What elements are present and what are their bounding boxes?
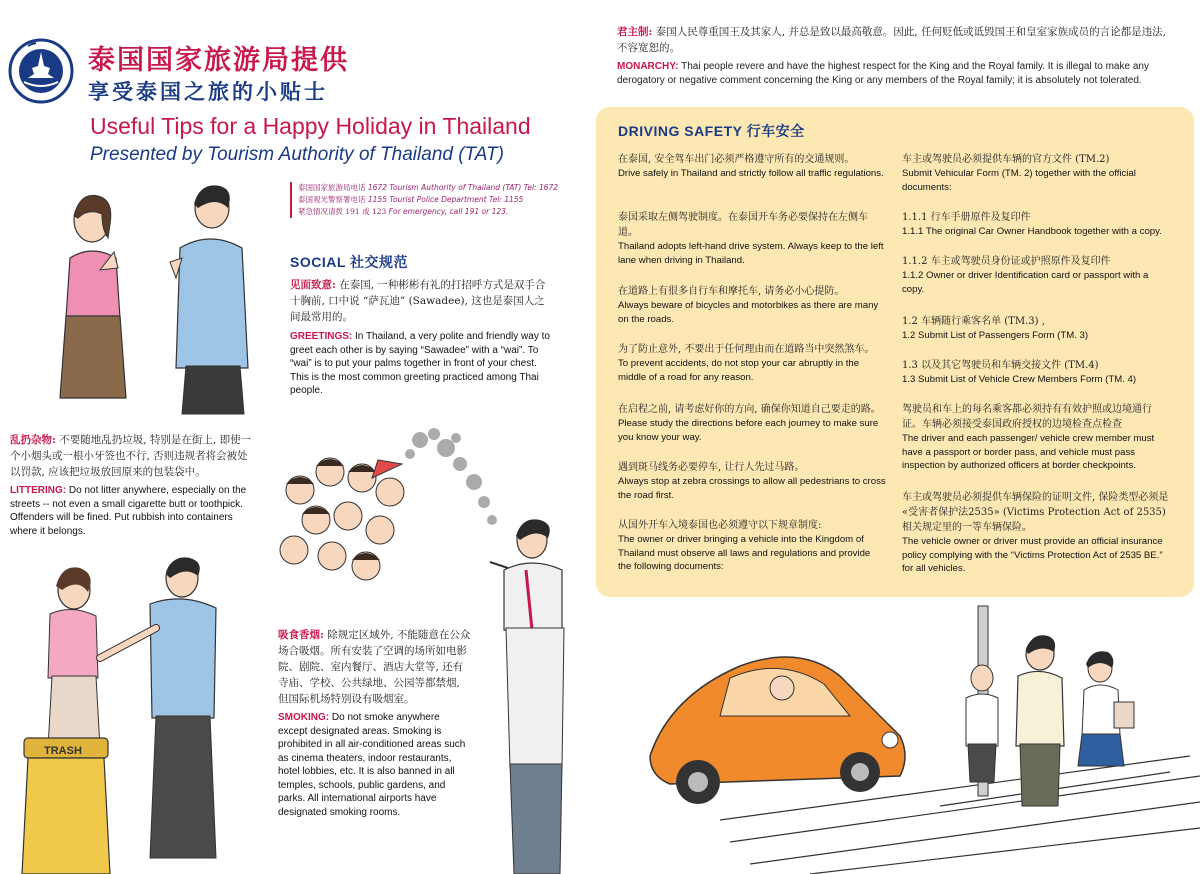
phone-line-emergency: 紧急情况请拨 191 或 123 For emergency, call 191 or 123. — [298, 207, 509, 216]
greeting-illustration — [30, 178, 280, 418]
driving-tip-1: 在泰国, 安全驾车出门必须严格遵守所有的交通规则。 Drive safely in Thailand and strictly follow all traffic regulations. — [618, 154, 884, 179]
monarchy-en: MONARCHY: Thai people revere and have the highest respect for the King and the Royal family. It is illegal to make any derogatory or negative comment concerning the King or any members of the Royal family; it is absolutely not tolerated. — [617, 61, 1149, 86]
driving-tip-4: 为了防止意外, 不要出于任何理由而在道路当中突然煞车。 To prevent accidents, do not stop your car abruptly in the middle of a road for any reason. — [618, 344, 875, 383]
smoking-illustration — [270, 420, 570, 630]
border-passport-rule: 驾驶员和车上的每名乘客都必须持有有效护照或边境通行证。车辆必须接受泰国政府授权的边境检查点检查 The driver and each passenger/ vehicle crew member must have a passport or border pass, and vehicle must pass inspection by authorized officers at border checkpoints. — [902, 404, 1155, 471]
document-item-1-3: 1.3 以及其它驾驶员和车辆交接文件 (TM.4) 1.3 Submit List of Vehicle Crew Members Form (TM. 4) — [902, 360, 1137, 385]
phone-line-tat: 泰国国家旅游局电话 1672 Tourism Authority of Thailand (TAT) Tel: 1672 — [298, 183, 559, 192]
title-en: Useful Tips for a Happy Holiday in Thailand — [90, 113, 531, 139]
insurance-rule: 车主或驾驶员必须提供车辆保险的证明文件, 保险类型必须是 «受害者保护法2535» (Victims Protection Act of 2535) 相关规定里的一等车辆保险。 The vehicle owner or driver must provide an official insurance policy complying with the “Victims Protection Act of 2535 BE.” for all vehicles. — [902, 492, 1169, 574]
subtitle-en: Presented by Tourism Authority of Thailand (TAT) — [90, 144, 504, 165]
monarchy-cn: 君主制: 泰国人民尊重国王及其家人, 并总是致以最高敬意。因此, 任何贬低或诋毁国王和皇室家族成员的言论都是违法, 不容宽恕的。 — [617, 26, 1166, 54]
greeting-cn: 见面致意: 在泰国, 一种彬彬有礼的打招呼方式是双手合十胸前, 口中说 “萨瓦迪” (Sawadee), 这也是泰国人之间最常用的。 — [290, 279, 546, 323]
document-item-1-1-2: 1.1.2 车主或驾驶员身份证或护照原件及复印件 1.1.2 Owner or driver Identification card or passport with a copy. — [902, 256, 1149, 295]
smoker-legs — [500, 628, 570, 874]
tat-logo-icon — [8, 38, 74, 104]
greeting-en: GREETINGS: In Thailand, a very polite and friendly way to greet each other is by saying “Sawadee” with a “wai”. To “wai” is to put your palms together in front of your chest. This is the most common greeting practiced among Thai people. — [290, 331, 550, 396]
driving-tip-5: 在启程之前, 请考虑好你的方向, 确保你知道自己要走的路。 Please study the directions before each journey to make sure you know your way. — [618, 404, 881, 443]
document-item-1-1-1: 1.1.1 行车手册原件及复印件 1.1.1 The original Car Owner Handbook together with a copy. — [902, 212, 1162, 237]
zebra-crossing-illustration — [610, 606, 1200, 874]
driving-safety-heading: DRIVING SAFETY 行车安全 — [618, 123, 805, 140]
smoking-en: SMOKING: Do not smoke anywhere except designated areas. Smoking is prohibited in all air-conditioned areas such as cinema theaters, indoor restaurants, hotel lobbies, etc. It is also banned in all temples, schools, public gardens, and parks. All international airports have designated smoking rooms. — [278, 712, 466, 818]
driving-tip-3: 在道路上有很多自行车和摩托车, 请务必小心提防。 Always beware of bicycles and motorbikes as there are many on the roads. — [618, 286, 879, 325]
document-item-tm2: 车主或驾驶员必须提供车辆的官方文件 (TM.2) Submit Vehicular Form (TM. 2) together with the official documents: — [902, 154, 1136, 193]
littering-cn: 乱扔杂物: 不要随地乱扔垃圾, 特别是在街上, 即使一个小烟头或一根小牙签也不行, 否则违规者将会被处以罚款, 应该把垃圾放回原来的包装袋中。 — [10, 434, 252, 478]
title-cn: 泰国国家旅游局提供 — [88, 45, 349, 76]
social-heading: SOCIAL 社交规范 — [290, 254, 409, 271]
subtitle-cn: 享受泰国之旅的小贴士 — [88, 79, 328, 104]
littering-illustration — [10, 548, 230, 874]
driving-tip-2: 泰国采取左侧驾驶制度。在泰国开车务必要保持在左侧车道。 Thailand adopts left-hand drive system. Always keep to the left lane when driving in Thailand. — [618, 212, 884, 266]
phone-line-police: 泰国观光警察署电话 1155 Tourist Police Department Tel: 1155 — [298, 195, 524, 204]
tat-logo — [8, 38, 74, 104]
littering-en: LITTERING: Do not litter anywhere, especially on the streets -- not even a small cigarette butt or toothpick. Offenders will be fined. Put rubbish into containers where it belongs. — [10, 485, 247, 537]
document-item-1-2: 1.2 车辆随行乘客名单 (TM.3) , 1.2 Submit List of Passengers Form (TM. 3) — [902, 316, 1089, 341]
trash-label: TRASH — [44, 745, 82, 757]
driving-tip-7: 从国外开车入境泰国也必须遵守以下规章制度: The owner or driver bringing a vehicle into the Kingdom of Thailand must observe all laws and regulations and provide the following documents: — [618, 520, 871, 572]
emergency-phones — [290, 182, 560, 218]
driving-tip-6: 遇到斑马线务必要停车, 让行人先过马路。 Always stop at zebra crossings to allow all pedestrians to cross the road first. — [618, 462, 886, 501]
smoking-cn: 吸食香烟: 除规定区域外, 不能随意在公众场合吸烟。所有安装了空调的场所如电影院、剧院、室内餐厅、酒店大堂等, 还有寺庙、学校、公共绿地、公园等都禁烟, 但国际机场特别设有吸烟室。 — [278, 629, 471, 705]
